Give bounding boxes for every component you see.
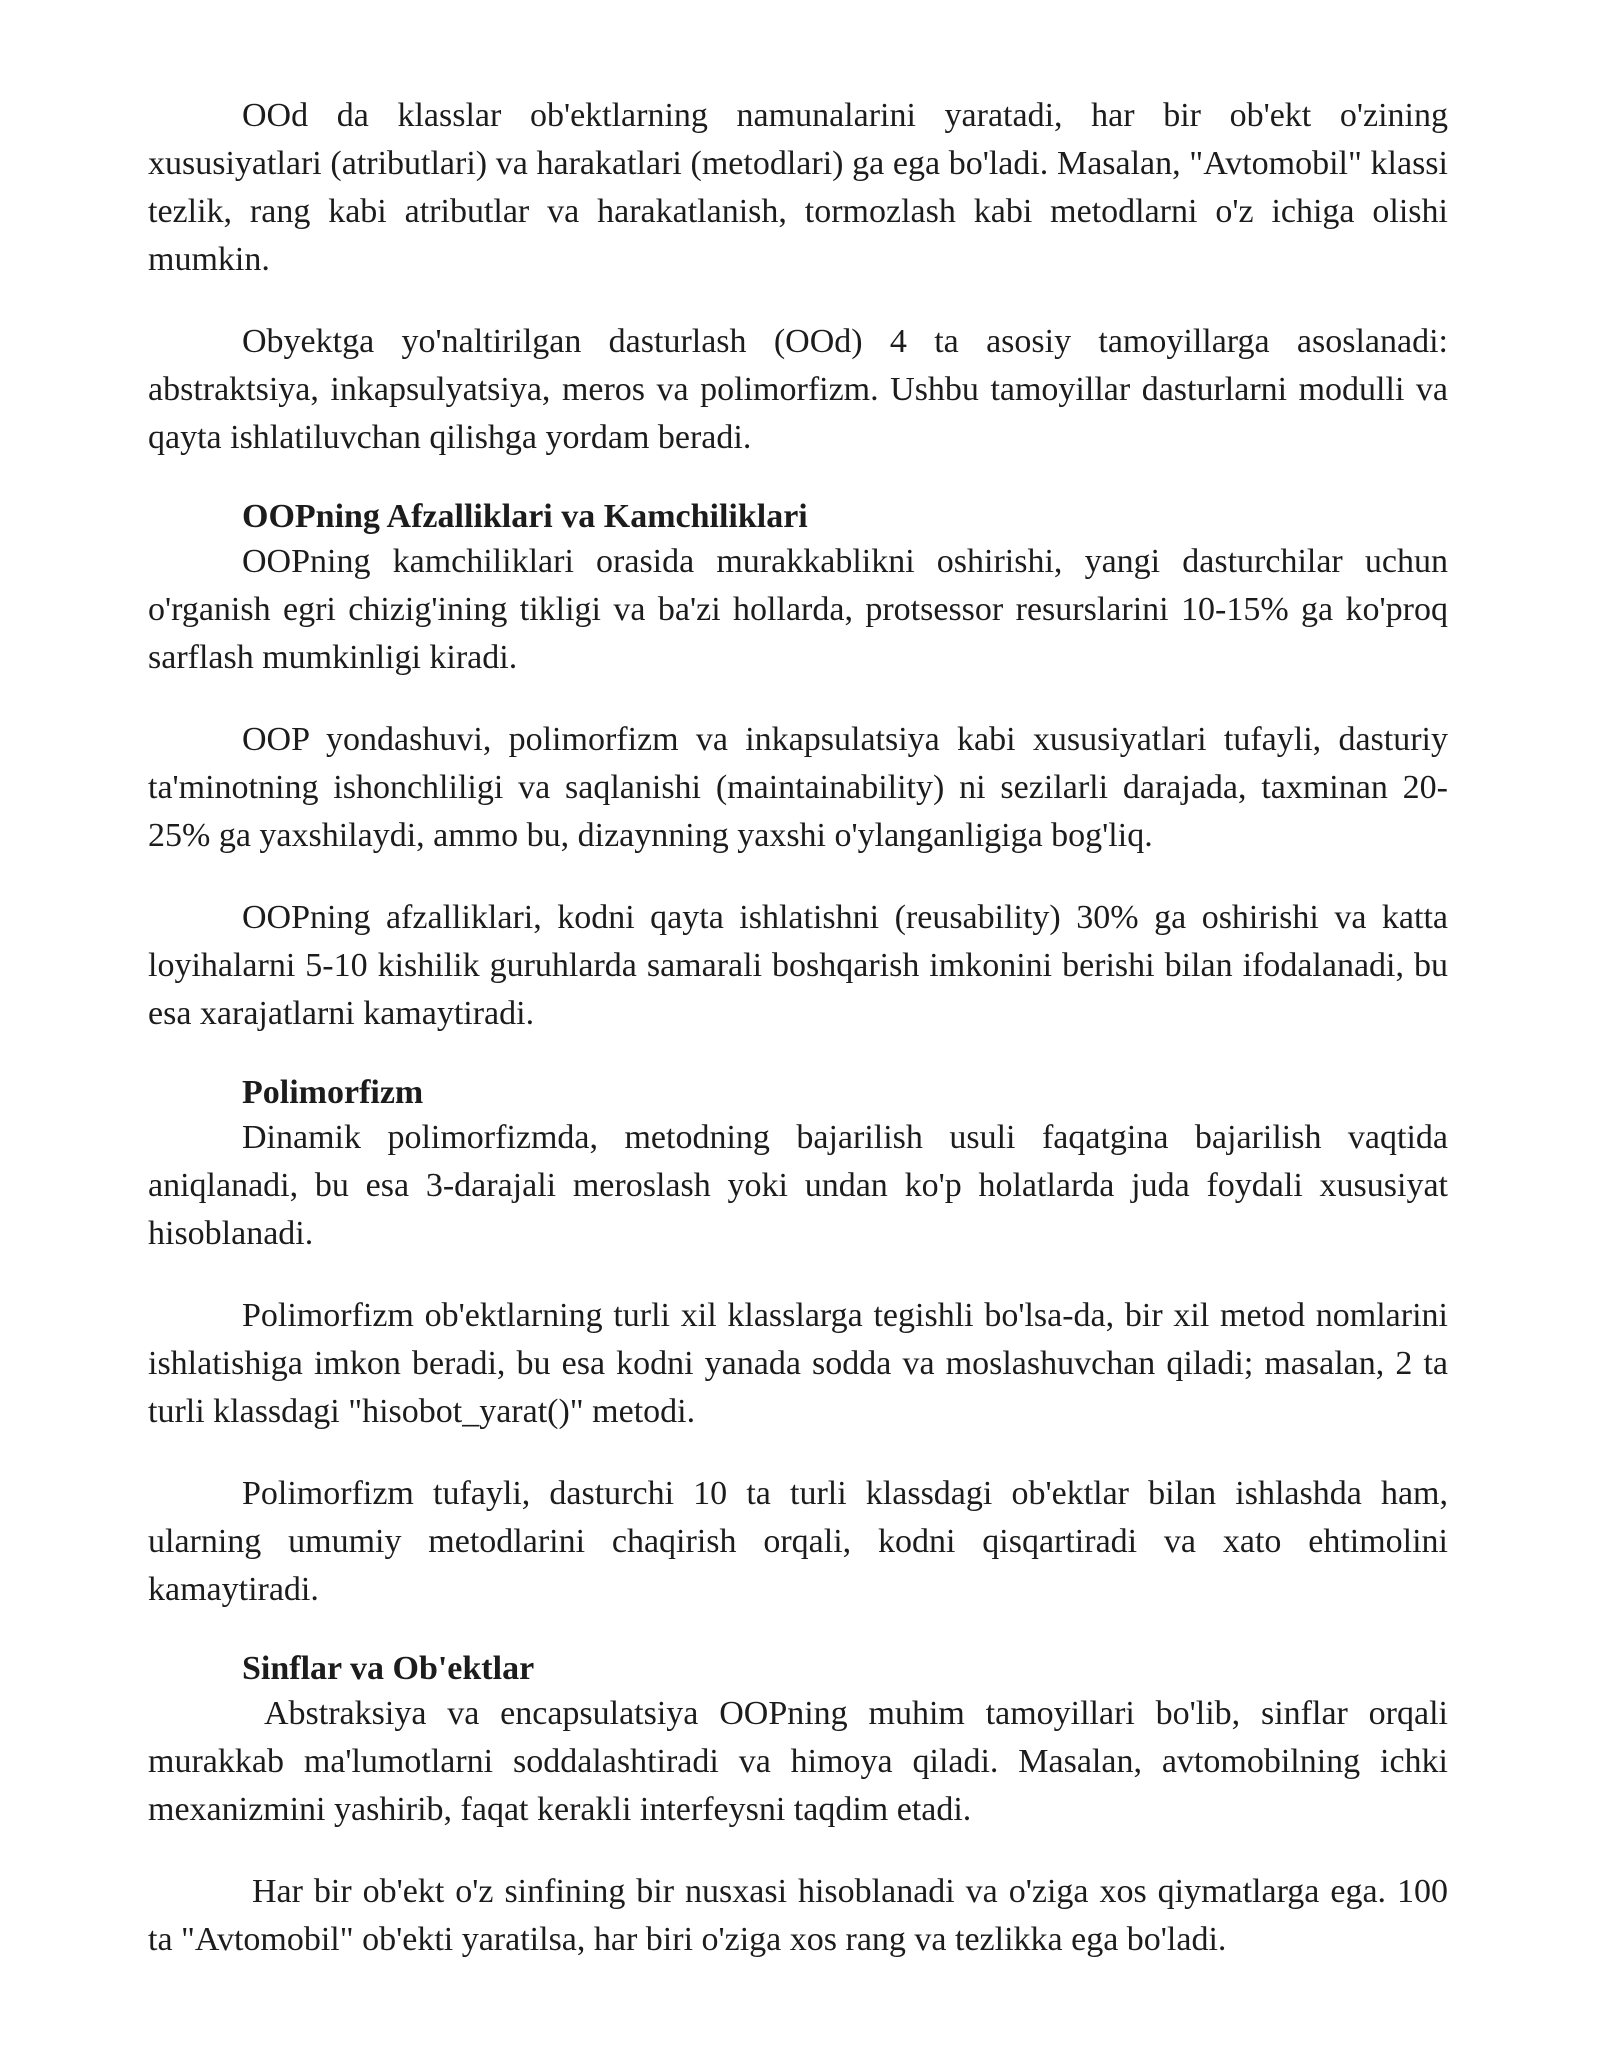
paragraph-polymorphism-method-names: Polimorfizm ob'ektlarning turli xil klasslarga tegishli bo'lsa-da, bir xil metod nomlarini ishlatishiga imkon beradi, bu esa kodni yanada sodda va moslashuvchan qiladi; masalan, 2 ta turli klassdagi "hisobot_yarat()" metodi. bbox=[148, 1297, 1448, 1430]
paragraph-oop-principles: Obyektga yo'naltirilgan dasturlash (OOd) 4 ta asosiy tamoyillarga asoslanadi: abstraktsiya, inkapsulyatsiya, meros va polimorfizm. Ushbu tamoyillar dasturlarni modulli va qayta ishlatiluvchan qilishga yordam beradi. bbox=[148, 323, 1448, 456]
paragraph-oop-reliability: OOP yondashuvi, polimorfizm va inkapsulatsiya kabi xususiyatlari tufayli, dasturiy ta'minotning ishonchliligi va saqlanishi (maintainability) ni sezilarli darajada, taxminan 20-25% ga yaxshilaydi, ammo bu, dizaynning yaxshi o'ylanganligiga bog'liq. bbox=[148, 721, 1448, 854]
paragraph-classes-objects-intro: OOd da klasslar ob'ektlarning namunalarini yaratadi, har bir ob'ekt o'zining xususiyatlari (atributlari) va harakatlari (metodlari) ga ega bo'ladi. Masalan, "Avtomobil" klassi tezlik, rang kabi atributlar va harakatlanish, tormozlash kabi metodlarni o'z ichiga olishi mumkin. bbox=[148, 97, 1448, 278]
paragraph-abstraction-encapsulation: Abstraksiya va encapsulatsiya OOPning muhim tamoyillari bo'lib, sinflar orqali murakkab ma'lumotlarni soddalashtiradi va himoya qiladi. Masalan, avtomobilning ichki mexanizmini yashirib, faqat kerakli interfeysni taqdim etadi. bbox=[148, 1695, 1448, 1828]
heading-advantages-disadvantages: OOPning Afzalliklari va Kamchiliklari bbox=[242, 498, 808, 535]
paragraph-object-instances: Har bir ob'ekt o'z sinfining bir nusxasi hisoblanadi va o'ziga xos qiymatlarga ega. 100 ta "Avtomobil" ob'ekti yaratilsa, har biri o'ziga xos rang va tezlikka ega bo'ladi. bbox=[148, 1873, 1448, 1958]
paragraph-dynamic-polymorphism: Dinamik polimorfizmda, metodning bajarilish usuli faqatgina bajarilish vaqtida aniqlanadi, bu esa 3-darajali meroslash yoki undan ko'p holatlarda juda foydali xususiyat hisoblanadi. bbox=[148, 1119, 1448, 1252]
document-page bbox=[148, 92, 1448, 1964]
paragraph-polymorphism-benefits: Polimorfizm tufayli, dasturchi 10 ta turli klassdagi ob'ektlar bilan ishlashda ham, ularning umumiy metodlarini chaqirish orqali, kodni qisqartiradi va xato ehtimolini kamaytiradi. bbox=[148, 1475, 1448, 1608]
paragraph-oop-advantages: OOPning afzalliklari, kodni qayta ishlatishni (reusability) 30% ga oshirishi va katta loyihalarni 5-10 kishilik guruhlarda samarali boshqarish imkonini berishi bilan ifodalanadi, bu esa xarajatlarni kamaytiradi. bbox=[148, 899, 1448, 1032]
paragraph-oop-disadvantages: OOPning kamchiliklari orasida murakkablikni oshirishi, yangi dasturchilar uchun o'rganish egri chizig'ining tikligi va ba'zi hollarda, protsessor resurslarini 10-15% ga ko'proq sarflash mumkinligi kiradi. bbox=[148, 543, 1448, 676]
heading-polymorphism: Polimorfizm bbox=[242, 1074, 424, 1111]
heading-classes-objects: Sinflar va Ob'ektlar bbox=[242, 1650, 535, 1687]
